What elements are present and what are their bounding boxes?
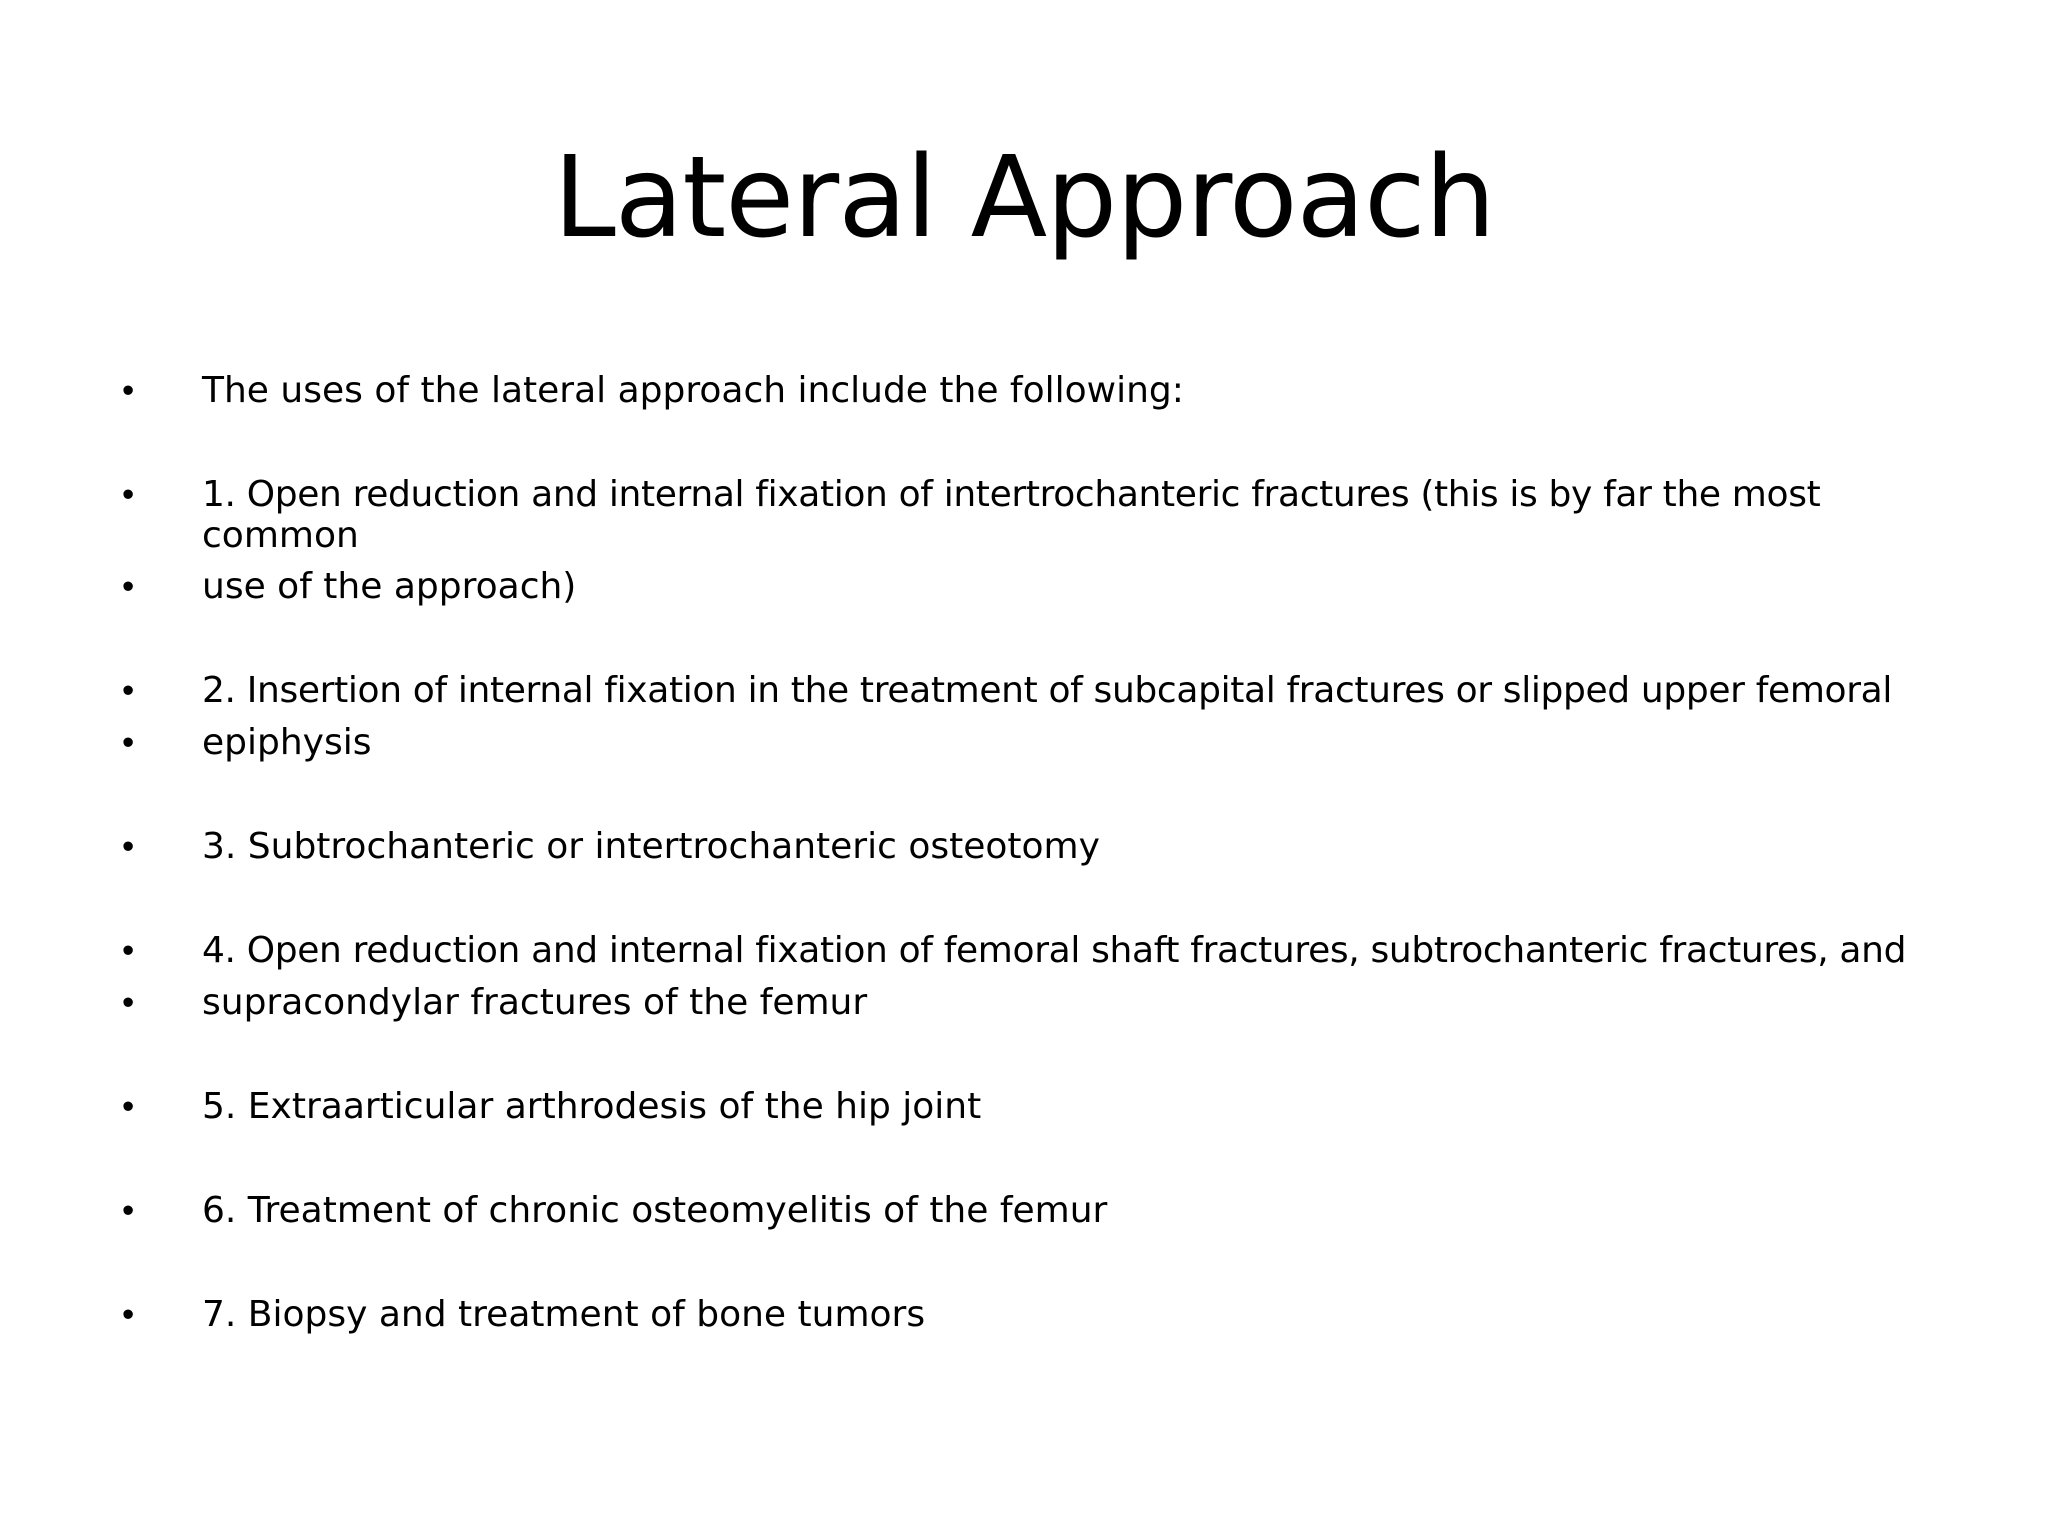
- list-item: [0, 667, 2048, 717]
- bullet-icon: •: [122, 931, 135, 970]
- list-item-text: The uses of the lateral approach include the following:: [202, 370, 1184, 411]
- list-item: [0, 719, 2048, 769]
- list-item: [0, 823, 2048, 873]
- list-item: [0, 927, 2048, 977]
- list-item: [0, 367, 2048, 417]
- bullet-icon: •: [122, 1191, 135, 1230]
- list-item-text: 5. Extraarticular arthrodesis of the hip joint: [202, 1086, 982, 1127]
- list-item: [0, 1187, 2048, 1237]
- list-item-text: 7. Biopsy and treatment of bone tumors: [202, 1294, 926, 1335]
- list-item-text: 2. Insertion of internal fixation in the treatment of subcapital fractures or slipped upper femoral: [202, 670, 1893, 711]
- bullet-icon: •: [122, 671, 135, 710]
- bullet-icon: •: [122, 827, 135, 866]
- list-item-text: 6. Treatment of chronic osteomyelitis of the femur: [202, 1190, 1108, 1231]
- list-item-text: supracondylar fractures of the femur: [202, 982, 868, 1023]
- bullet-icon: •: [122, 1295, 135, 1334]
- list-item-continuation: [0, 512, 2048, 562]
- list-item-text: common: [202, 515, 359, 556]
- list-item: [0, 563, 2048, 613]
- list-item: [0, 1083, 2048, 1133]
- bullet-icon: •: [122, 723, 135, 762]
- list-item-text: 1. Open reduction and internal fixation of intertrochanteric fractures (this is by far the most: [202, 474, 1821, 515]
- slide-title: Lateral Approach: [553, 133, 1495, 263]
- list-item-text: 3. Subtrochanteric or intertrochanteric osteotomy: [202, 826, 1100, 867]
- list-item-text: epiphysis: [202, 722, 372, 763]
- list-item-text: use of the approach): [202, 566, 577, 607]
- list-item-text: 4. Open reduction and internal fixation of femoral shaft fractures, subtrochanteric fractures, and: [202, 930, 1907, 971]
- list-item: [0, 979, 2048, 1029]
- bullet-icon: •: [122, 567, 135, 606]
- bullet-icon: •: [122, 983, 135, 1022]
- bullet-icon: •: [122, 475, 135, 514]
- bullet-icon: •: [122, 371, 135, 410]
- bullet-icon: •: [122, 1087, 135, 1126]
- list-item: [0, 1291, 2048, 1341]
